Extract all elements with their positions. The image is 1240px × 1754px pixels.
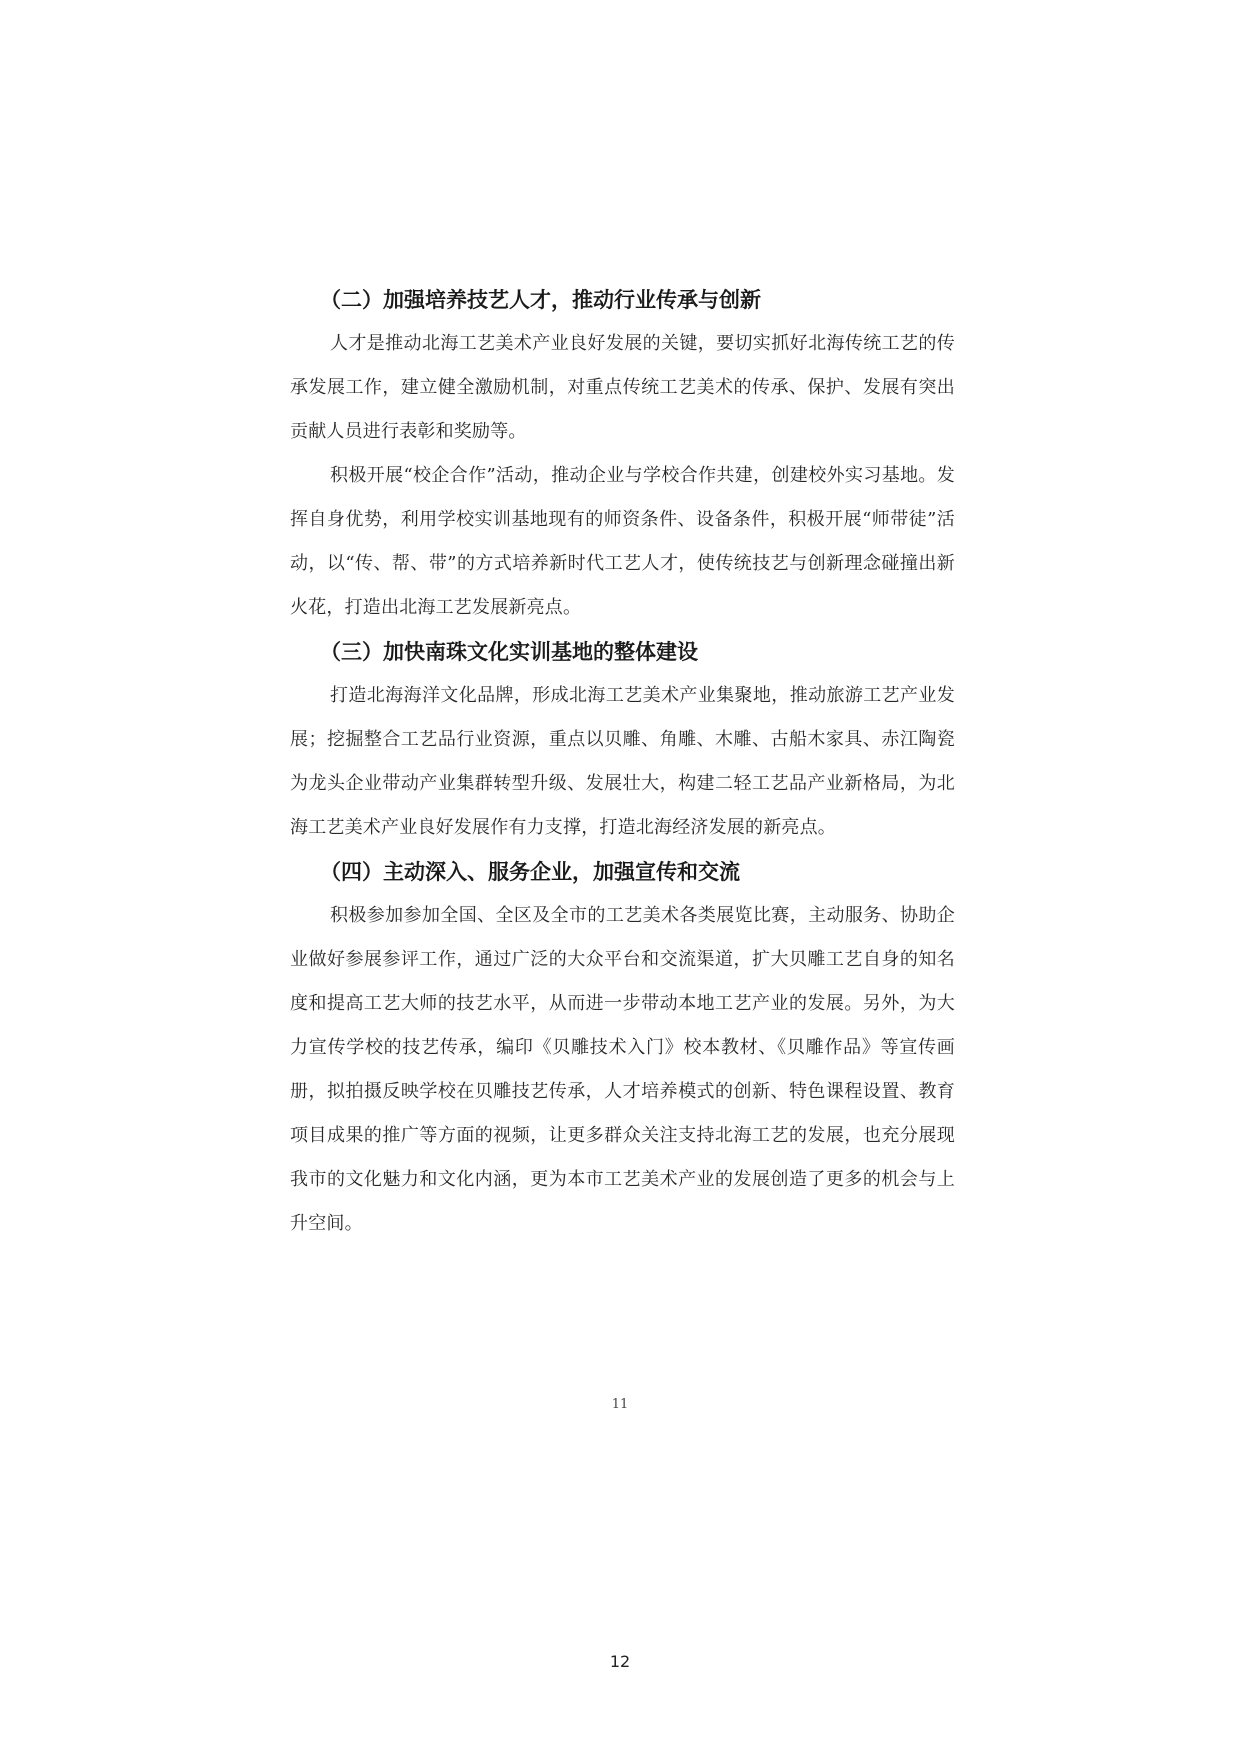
page-number: 12: [609, 1652, 631, 1671]
paragraph: 打造北海海洋文化品牌，形成北海工艺美术产业集聚地，推动旅游工艺产业发展；挖掘整合工艺品行业资源，重点以贝雕、角雕、木雕、古船木家具、赤江陶瓷为龙头企业带动产业集群转型升级、发展壮大，构建二轻工艺品产业新格局，为北海工艺美术产业良好发展作有力支撑，打造北海经济发展的新亮点。: [290, 685, 955, 838]
section-heading-4: （四）主动深入、服务企业，加强宣传和交流: [320, 860, 740, 884]
section-heading-3: （三）加快南珠文化实训基地的整体建设: [320, 640, 698, 664]
paragraph: 积极开展“校企合作”活动，推动企业与学校合作共建，创建校外实习基地。发挥自身优势，利用学校实训基地现有的师资条件、设备条件，积极开展“师带徒”活动，以“传、帮、带”的方式培养新时代工艺人才，使传统技艺与创新理念碰撞出新火花，打造出北海工艺发展新亮点。: [290, 465, 955, 618]
paragraph: 人才是推动北海工艺美术产业良好发展的关键，要切实抓好北海传统工艺的传承发展工作，建立健全激励机制，对重点传统工艺美术的传承、保护、发展有突出贡献人员进行表彰和奖励等。: [290, 333, 955, 442]
paragraph: 积极参加参加全国、全区及全市的工艺美术各类展览比赛，主动服务、协助企业做好参展参评工作，通过广泛的大众平台和交流渠道，扩大贝雕工艺自身的知名度和提高工艺大师的技艺水平，从而进一步带动本地工艺产业的发展。另外，为大力宣传学校的技艺传承，编印《贝雕技术入门》校本教材、《贝雕作品》等宣传画册，拟拍摄反映学校在贝雕技艺传承，人才培养模式的创新、特色课程设置、教育项目成果的推广等方面的视频，让更多群众关注支持北海工艺的发展，也充分展现我市的文化魅力和文化内涵，更为本市工艺美术产业的发展创造了更多的机会与上升空间。: [290, 905, 955, 1234]
section-heading-2: （二）加强培养技艺人才，推动行业传承与创新: [320, 288, 761, 312]
document-body: [290, 278, 955, 1246]
inner-page-number: 11: [611, 1397, 629, 1412]
